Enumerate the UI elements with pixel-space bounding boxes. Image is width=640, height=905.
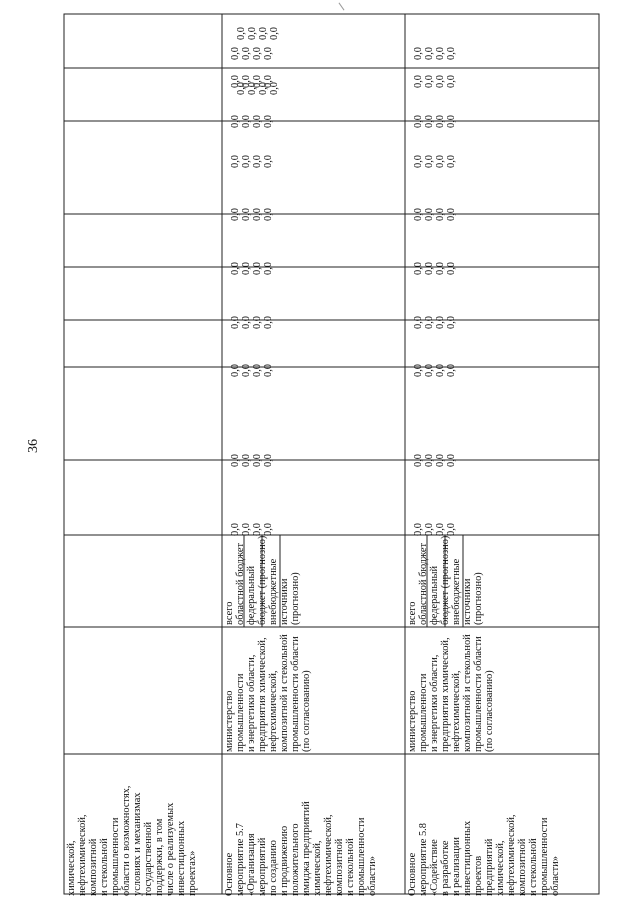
row-1-first-col-line: композитной: [88, 838, 99, 896]
row-1-first-col-line: и стекольной: [99, 838, 110, 896]
numeric-value: 0,0: [247, 82, 258, 95]
row-1-first-col-line: условиях и механизмах: [132, 792, 143, 896]
row-2-first-col-line: области»: [367, 856, 378, 896]
row-2-first-column: [224, 736, 378, 896]
row-1-first-col-line: проектах»: [187, 850, 198, 896]
row-2-executor-line: композитной и стекольной: [279, 634, 290, 752]
row-1-first-column: [66, 736, 206, 896]
row-3-executor-line: предприятия химической,: [440, 637, 451, 752]
numeric-value: 0,0: [230, 75, 241, 88]
row-3-first-col-line: «Содействие: [429, 839, 440, 896]
numeric-value: 0,0: [424, 262, 435, 275]
numeric-value: 0,0: [446, 364, 457, 377]
row-2-first-col-line: нефтехимической,: [323, 814, 334, 896]
numeric-value: 0,0: [424, 523, 435, 536]
row-2-executor-line: (по согласованию): [301, 670, 312, 752]
row-2-executor-line: предприятия химической,: [257, 637, 268, 752]
numeric-value: 0,0: [252, 75, 263, 88]
numeric-value: 0,0: [263, 47, 274, 60]
numeric-value: 0,0: [241, 75, 252, 88]
numeric-value: 0,0: [424, 115, 435, 128]
value-column: [413, 466, 457, 536]
numeric-value: 0,0: [435, 364, 446, 377]
numeric-value: 0,0: [446, 262, 457, 275]
numeric-value: 0,0: [435, 208, 446, 221]
row-1-first-col-line: инвестиционных: [176, 820, 187, 896]
numeric-value: 0,0: [446, 208, 457, 221]
numeric-value: 0,0: [446, 454, 457, 467]
numeric-value: 0,0: [435, 454, 446, 467]
row-3-first-col-line: композитной: [517, 838, 528, 896]
row-3-first-col-line: нефтехимической,: [506, 814, 517, 896]
row-2-first-col-line: химической,: [312, 840, 323, 896]
row-3-source-line: областной бюджет: [418, 542, 429, 625]
numeric-value: 0,0: [435, 115, 446, 128]
numeric-value: 0,0: [241, 262, 252, 275]
numeric-value: 0,0: [258, 27, 269, 40]
row-2-executor-line: промышленности области: [290, 636, 301, 752]
numeric-value: 0,0: [230, 155, 241, 168]
numeric-value: 0,0: [230, 208, 241, 221]
value-column: [230, 0, 274, 60]
numeric-value: 0,0: [435, 155, 446, 168]
row-1-first-col-line: поддержки, в том: [154, 818, 165, 896]
row-3-first-col-line: области»: [550, 856, 561, 896]
numeric-value: 0,0: [435, 75, 446, 88]
row-1-first-col-line: области о возможностях,: [121, 785, 132, 896]
numeric-value: 0,0: [241, 208, 252, 221]
numeric-value: 0,0: [230, 523, 241, 536]
numeric-value: 0,0: [258, 82, 269, 95]
numeric-value: 0,0: [263, 316, 274, 329]
numeric-value: 0,0: [241, 364, 252, 377]
row-2-first-col-line: и стекольной: [345, 838, 356, 896]
row-2-source-line: областной бюджет: [235, 542, 246, 625]
row-2-executor-line: министерство: [224, 690, 235, 752]
numeric-value: 0,0: [424, 454, 435, 467]
numeric-value: 0,0: [424, 75, 435, 88]
numeric-value: 0,0: [263, 364, 274, 377]
numeric-value: 0,0: [446, 523, 457, 536]
row-2-source-line: источники: [279, 578, 290, 625]
numeric-value: 0,0: [230, 115, 241, 128]
row-3-source-line: источники: [462, 578, 473, 625]
numeric-value: 0,0: [446, 115, 457, 128]
row-2-source-line: (прогнозно): [290, 572, 301, 625]
numeric-value: 0,0: [263, 115, 274, 128]
value-column: [413, 0, 457, 60]
numeric-value: 0,0: [252, 47, 263, 60]
row-2-first-col-line: положительного: [290, 823, 301, 896]
numeric-value: 0,0: [413, 364, 424, 377]
row-1-first-col-line: числе о реализуемых: [165, 802, 176, 896]
numeric-value: 0,0: [252, 208, 263, 221]
row-3-executor-line: министерство: [407, 690, 418, 752]
row-1-first-col-line: нефтехимической,: [77, 814, 88, 896]
numeric-value: 0,0: [247, 27, 258, 40]
numeric-value: 0,0: [263, 75, 274, 88]
numeric-value: 0,0: [413, 316, 424, 329]
numeric-value: 0,0: [413, 454, 424, 467]
row-3-first-col-line: мероприятие 5.8: [418, 823, 429, 896]
row-2-executor-line: нефтехимической,: [268, 670, 279, 752]
row-3-source-line: всего: [407, 601, 418, 625]
numeric-value: 0,0: [252, 115, 263, 128]
row-3-first-column: [407, 736, 561, 896]
numeric-value: 0,0: [263, 523, 274, 536]
row-1-first-col-line: государственной: [143, 821, 154, 896]
row-3-executor-line: (по согласованию): [484, 670, 495, 752]
numeric-value: 0,0: [230, 47, 241, 60]
row-2-executor-line: промышленности: [235, 673, 246, 752]
row-1-first-col-line: промышленности: [110, 817, 121, 896]
row-3-executor-line: нефтехимической,: [451, 670, 462, 752]
numeric-value: 0,0: [424, 316, 435, 329]
numeric-value: 0,0: [252, 316, 263, 329]
row-2-source-line: всего: [224, 601, 235, 625]
numeric-value: 0,0: [252, 155, 263, 168]
numeric-value: 0,0: [424, 47, 435, 60]
numeric-value: 0,0: [269, 27, 280, 40]
numeric-value: 0,0: [252, 262, 263, 275]
numeric-value: 0,0: [424, 155, 435, 168]
numeric-value: 0,0: [230, 262, 241, 275]
numeric-value: 0,0: [241, 115, 252, 128]
numeric-value: 0,0: [252, 523, 263, 536]
numeric-value: 0,0: [269, 82, 280, 95]
numeric-value: 0,0: [230, 454, 241, 467]
numeric-value: 0,0: [252, 454, 263, 467]
value-column: [230, 466, 274, 536]
numeric-value: 0,0: [263, 208, 274, 221]
row-2-first-col-line: «Организация: [246, 833, 257, 896]
row-2-first-col-line: по созданию: [268, 840, 279, 896]
row-2-first-col-line: мероприятие 5.7: [235, 823, 246, 896]
row-3-first-col-line: предприятий: [484, 838, 495, 896]
numeric-value: 0,0: [446, 75, 457, 88]
numeric-value: 0,0: [236, 82, 247, 95]
row-3-first-col-line: Основное: [407, 852, 418, 896]
numeric-value: 0,0: [241, 454, 252, 467]
row-3-source-line: федеральный: [429, 565, 440, 625]
row-2-executor-line: и энергетики области,: [246, 654, 257, 752]
numeric-value: 0,0: [424, 364, 435, 377]
row-2-source-line: бюджет (прогнозно): [257, 535, 268, 625]
numeric-value: 0,0: [413, 208, 424, 221]
row-3-executor-line: промышленности: [418, 673, 429, 752]
numeric-value: 0,0: [413, 115, 424, 128]
numeric-value: 0,0: [435, 47, 446, 60]
numeric-value: 0,0: [413, 75, 424, 88]
numeric-value: 0,0: [241, 47, 252, 60]
value-column: [413, 397, 457, 467]
numeric-value: 0,0: [413, 262, 424, 275]
numeric-value: 0,0: [236, 27, 247, 40]
value-column: [230, 397, 274, 467]
numeric-value: 0,0: [424, 208, 435, 221]
row-3-first-col-line: химической,: [495, 840, 506, 896]
row-2-first-col-line: промышленности: [356, 817, 367, 896]
row-2-source-line: внебюджетные: [268, 558, 279, 625]
row-3-executor-line: промышленности области: [473, 636, 484, 752]
numeric-value: 0,0: [263, 155, 274, 168]
row-2-source-line: федеральный: [246, 565, 257, 625]
numeric-value: 0,0: [435, 523, 446, 536]
numeric-value: 0,0: [230, 316, 241, 329]
numeric-value: 0,0: [413, 523, 424, 536]
numeric-value: 0,0: [446, 155, 457, 168]
numeric-value: 0,0: [435, 316, 446, 329]
row-3-first-col-line: и стекольной: [528, 838, 539, 896]
numeric-value: 0,0: [413, 47, 424, 60]
numeric-value: 0,0: [241, 523, 252, 536]
row-3-source-line: внебюджетные: [451, 558, 462, 625]
numeric-value: 0,0: [446, 47, 457, 60]
numeric-value: 0,0: [435, 262, 446, 275]
numeric-value: 0,0: [230, 364, 241, 377]
page-number: 36: [26, 439, 41, 453]
row-3-source-line: (прогнозно): [473, 572, 484, 625]
row-3-first-col-line: промышленности: [539, 817, 550, 896]
numeric-value: 0,0: [413, 155, 424, 168]
row-2-first-col-line: имиджа предприятий: [301, 801, 312, 896]
row-3-first-col-line: и реализации: [451, 837, 462, 896]
numeric-value: 0,0: [241, 316, 252, 329]
row-2-first-col-line: Основное: [224, 852, 235, 896]
row-3-first-col-line: в разработке: [440, 840, 451, 896]
row-3-first-col-line: проектов: [473, 855, 484, 896]
numeric-value: 0,0: [263, 262, 274, 275]
row-3-executor-line: композитной и стекольной: [462, 634, 473, 752]
row-2-first-col-line: композитной: [334, 838, 345, 896]
numeric-value: 0,0: [241, 155, 252, 168]
row-3-executor-line: и энергетики области,: [429, 654, 440, 752]
numeric-value: 0,0: [446, 316, 457, 329]
numeric-value: 0,0: [252, 364, 263, 377]
row-3-first-col-line: инвестиционных: [462, 820, 473, 896]
row-3-source-line: бюджет (прогнозно): [440, 535, 451, 625]
row-2-first-col-line: и продвижению: [279, 825, 290, 896]
numeric-value: 0,0: [263, 454, 274, 467]
row-1-first-col-line: химической,: [66, 840, 77, 896]
row-2-first-col-line: мероприятий: [257, 837, 268, 896]
